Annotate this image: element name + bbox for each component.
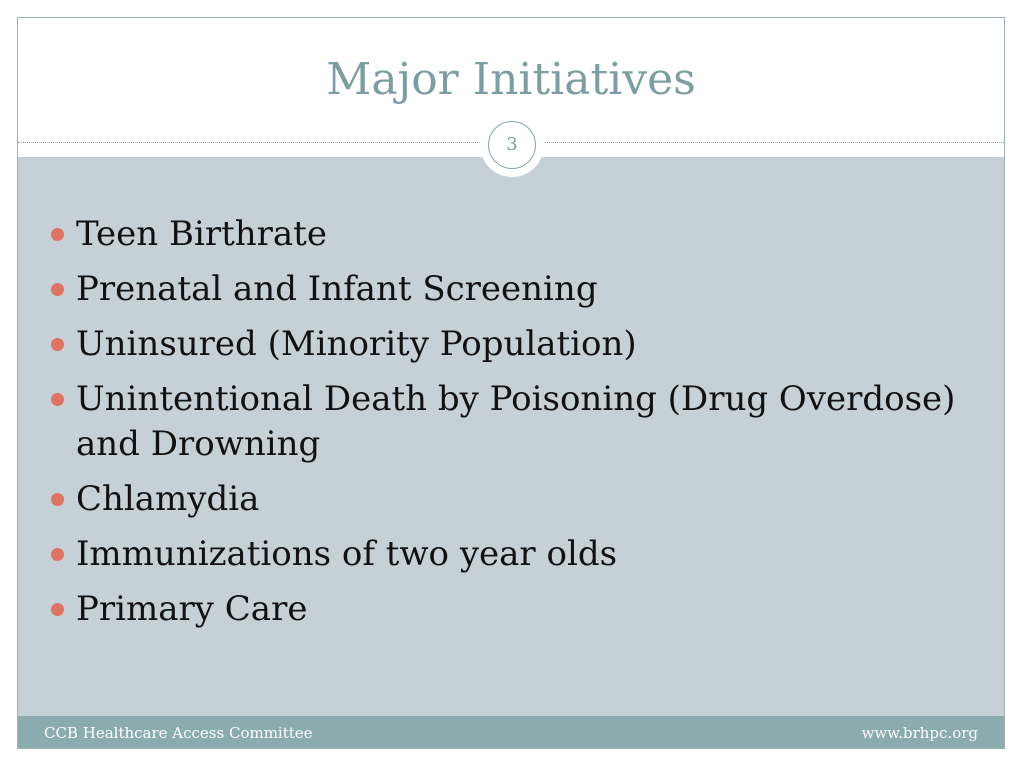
slide-title: Major Initiatives — [326, 54, 696, 105]
bullet-dot-icon — [51, 548, 64, 561]
bullet-text: Primary Care — [76, 589, 308, 629]
footer-website: www.brhpc.org — [861, 724, 978, 742]
bullet-text: Immunizations of two year olds — [76, 534, 618, 574]
bullet-item — [48, 212, 978, 257]
page-number: 3 — [488, 121, 536, 169]
slide-footer — [18, 716, 1004, 749]
bullet-item — [48, 267, 978, 312]
bullet-item — [48, 322, 978, 367]
page-number-badge — [480, 113, 544, 177]
bullet-item — [48, 377, 978, 467]
bullet-dot-icon — [51, 283, 64, 296]
bullet-item — [48, 477, 978, 522]
bullet-text: Prenatal and Infant Screening — [76, 269, 598, 309]
bullet-dot-icon — [51, 603, 64, 616]
bullet-dot-icon — [51, 338, 64, 351]
bullet-dot-icon — [51, 393, 64, 406]
bullet-text: Uninsured (Minority Population) — [76, 324, 637, 364]
bullet-item — [48, 532, 978, 577]
slide — [17, 17, 1005, 749]
bullet-text: Unintentional Death by Poisoning (Drug Overdose) and Drowning — [76, 379, 956, 464]
bullet-text: Chlamydia — [76, 479, 260, 519]
footer-committee-name: CCB Healthcare Access Committee — [44, 724, 313, 742]
bullet-text: Teen Birthrate — [76, 214, 327, 254]
bullet-item — [48, 587, 978, 632]
bullet-dot-icon — [51, 228, 64, 241]
bullet-dot-icon — [51, 493, 64, 506]
bullet-list — [48, 212, 978, 642]
